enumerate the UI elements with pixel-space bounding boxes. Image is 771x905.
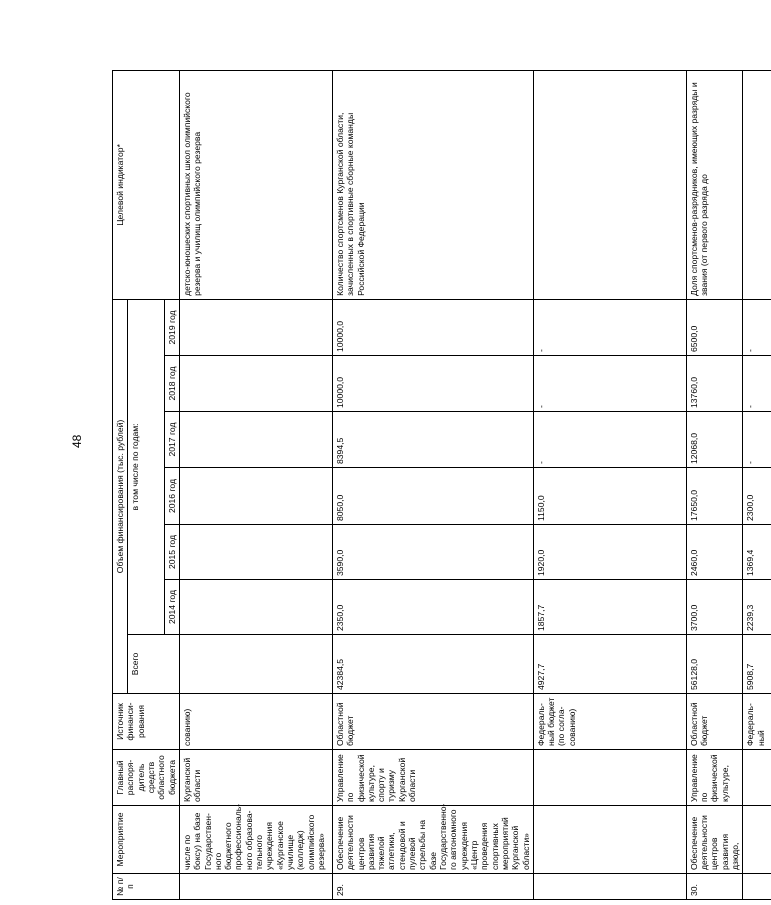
table-row (686, 70, 743, 899)
row-indicator (533, 70, 686, 299)
funding-table (112, 70, 771, 900)
row-year-2014: 1857,7 (533, 580, 686, 635)
row-event: числе по боксу) на базе Государствен-ного бюджетного профессиональ-ного образова-тельного учреждения «Курганское училище (колледж) олимпийского резерва» (179, 806, 332, 874)
row-manager: Управление по физической культуре, (686, 750, 743, 806)
row-total: 5908,7 (743, 635, 771, 694)
row-year-2019: 6500,0 (686, 299, 743, 355)
row-year-2018: 13760,0 (686, 356, 743, 412)
row-year-2019 (179, 299, 332, 355)
row-source: Областной бюджет (686, 694, 743, 750)
row-indicator: детско-юношеских спортивных школ олимпийского резерва и училищ олимпийского резерва (179, 70, 332, 299)
row-year-2017: 12068,0 (686, 412, 743, 468)
header-total: Всего (128, 635, 180, 694)
row-no (533, 874, 686, 900)
row-indicator: Доля спортсменов-разрядников, имеющих разряды и звания (от первого разряда до (686, 70, 743, 299)
header-year-2017: 2017 год (164, 412, 179, 468)
row-no (179, 874, 332, 900)
row-year-2015: 3590,0 (332, 525, 533, 580)
row-source: Областной бюджет (332, 694, 533, 750)
header-year-2019: 2019 год (164, 299, 179, 355)
row-year-2018: 10000,0 (332, 356, 533, 412)
row-event: Обеспечение деятельности центров развития тяжелой атлетики, стендовой и пулевой стрельбы на базе Государственно-го автономного учреждения «Центр проведения спортивных мероприятий Курганской области» (332, 806, 533, 874)
row-year-2015: 1369,4 (743, 525, 771, 580)
row-year-2019: - (743, 299, 771, 355)
page-number: 48 (70, 434, 84, 448)
row-indicator (743, 70, 771, 299)
row-total: 56128,0 (686, 635, 743, 694)
header-year-2018: 2018 год (164, 356, 179, 412)
row-year-2017: - (743, 412, 771, 468)
row-year-2017: 8394,5 (332, 412, 533, 468)
row-no: 30. (686, 874, 743, 900)
header-source: Источник финанси-рования (113, 694, 180, 750)
row-year-2016: 1150,0 (533, 468, 686, 525)
row-year-2015: 1920,0 (533, 525, 686, 580)
row-year-2015 (179, 525, 332, 580)
row-total (179, 635, 332, 694)
row-year-2018 (179, 356, 332, 412)
row-year-2017 (179, 412, 332, 468)
row-year-2018: - (533, 356, 686, 412)
row-year-2014: 2239,3 (743, 580, 771, 635)
row-year-2019: 10000,0 (332, 299, 533, 355)
row-manager (743, 750, 771, 806)
row-manager: Курганской области (179, 750, 332, 806)
row-event (533, 806, 686, 874)
row-year-2015: 2460,0 (686, 525, 743, 580)
row-year-2016: 8050,0 (332, 468, 533, 525)
row-event: Обеспечение деятельности центров развития дзюдо, (686, 806, 743, 874)
table-row (533, 70, 686, 899)
row-manager: Управление по физической культуре, спорту и туризму Курганской области (332, 750, 533, 806)
table-row (179, 70, 332, 899)
table-row (743, 70, 771, 899)
header-funding-group: Объем финансирования (тыс. рублей) (113, 299, 128, 693)
row-source: сованию) (179, 694, 332, 750)
row-manager (533, 750, 686, 806)
row-year-2014 (179, 580, 332, 635)
header-indicator: Целевой индикатор* (113, 70, 180, 299)
row-no (743, 874, 771, 900)
row-year-2016 (179, 468, 332, 525)
row-source: Федераль-ный (743, 694, 771, 750)
row-year-2016: 17650,0 (686, 468, 743, 525)
row-total: 42384,5 (332, 635, 533, 694)
row-no: 29. (332, 874, 533, 900)
header-year-2016: 2016 год (164, 468, 179, 525)
row-total: 4927,7 (533, 635, 686, 694)
row-source: Федераль-ный бюджет (по согла-сованию) (533, 694, 686, 750)
row-year-2018: - (743, 356, 771, 412)
header-year-2015: 2015 год (164, 525, 179, 580)
row-year-2014: 2350,0 (332, 580, 533, 635)
header-year-2014: 2014 год (164, 580, 179, 635)
rotated-table-container (112, 75, 766, 900)
row-year-2019: - (533, 299, 686, 355)
header-by-years: в том числе по годам: (128, 299, 164, 634)
row-year-2016: 2300,0 (743, 468, 771, 525)
row-year-2017: - (533, 412, 686, 468)
row-indicator: Количество спортсменов Курганской области, зачисленных в спортивные сборные команды Российской Федерации (332, 70, 533, 299)
header-manager: Главный распоря-дитель средств областного бюджета (113, 750, 180, 806)
row-event (743, 806, 771, 874)
header-no: № п/п (113, 874, 180, 900)
header-event: Мероприятие (113, 806, 180, 874)
table-row (332, 70, 533, 899)
row-year-2014: 3700,0 (686, 580, 743, 635)
